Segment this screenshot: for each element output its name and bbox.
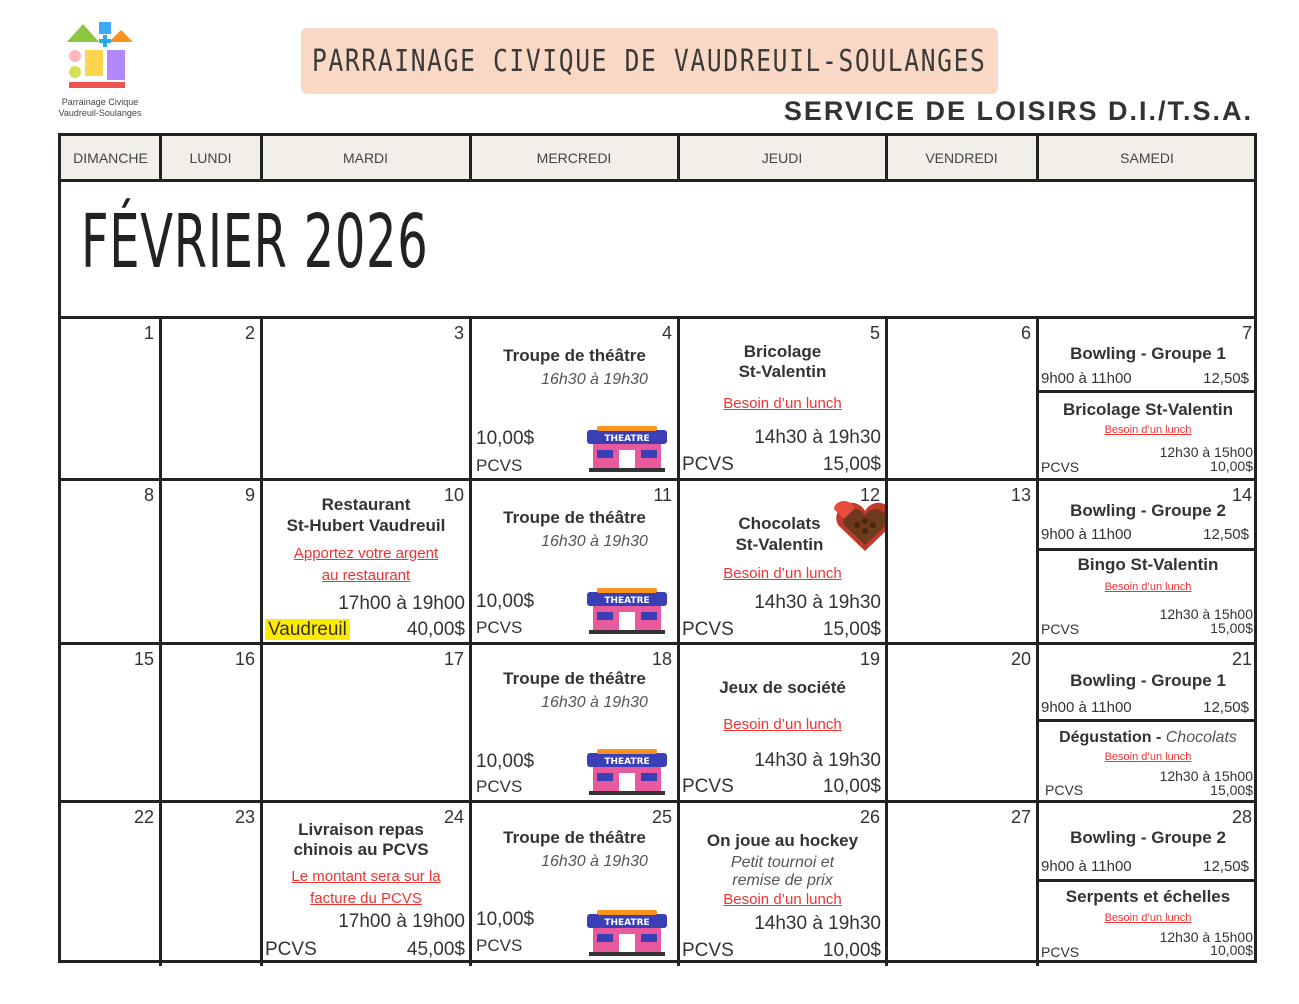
event-location: PCVS <box>1041 621 1080 637</box>
event-time: 9h00 à 11h00 <box>1041 370 1132 387</box>
event-title: St-Valentin <box>738 362 827 381</box>
grid-line <box>469 136 472 181</box>
event-price: 12,50$ <box>1203 699 1249 716</box>
event-note: facture du PCVS <box>310 890 422 907</box>
event-price: 10,00$ <box>822 940 881 961</box>
event-location: PCVS <box>476 936 523 955</box>
day-number: 17 <box>443 649 464 669</box>
day-number: 14 <box>1231 485 1252 505</box>
grid-line <box>159 136 162 181</box>
day-number: 15 <box>133 649 154 669</box>
theatre-sign-text: THEATRE <box>604 596 650 606</box>
event-time: 12h30 à 15h00 <box>1159 444 1253 460</box>
event-title: Bowling - Groupe 2 <box>1070 501 1226 520</box>
event-time: 14h30 à 19h30 <box>754 750 881 771</box>
day-number: 21 <box>1231 649 1252 669</box>
day-cell <box>888 645 1036 800</box>
day-cell-event[interactable] <box>680 319 885 478</box>
page-subtitle: SERVICE DE LOISIRS D.I./T.S.A. <box>783 96 1253 126</box>
grid-line <box>61 179 1254 182</box>
day-number: 5 <box>869 323 880 343</box>
day-cell <box>162 645 260 800</box>
day-number: 20 <box>1010 649 1031 669</box>
event-time: 17h00 à 19h00 <box>338 911 465 932</box>
logo-text <box>52 97 148 119</box>
event-price: 10,00$ <box>1210 942 1253 958</box>
event-price: 12,50$ <box>1203 370 1249 387</box>
event-title: Troupe de théâtre <box>503 508 646 527</box>
day-number: 13 <box>1010 485 1031 505</box>
day-number: 25 <box>651 807 672 827</box>
event-price: 10,00$ <box>476 751 535 772</box>
event-price: 10,00$ <box>822 776 881 797</box>
day-cell-event[interactable] <box>263 481 469 642</box>
event-location: PCVS <box>476 777 523 796</box>
day-number: 7 <box>1241 323 1252 343</box>
event-note: au restaurant <box>321 567 411 584</box>
day-cell <box>888 803 1036 963</box>
event-time: 16h30 à 19h30 <box>541 853 648 870</box>
event-title: Jeux de société <box>719 678 846 697</box>
event-title: Chocolats <box>738 514 821 533</box>
event-location: PCVS <box>476 456 523 475</box>
theatre-sign-text: THEATRE <box>604 434 650 444</box>
day-cell <box>61 319 159 478</box>
event-location: PCVS <box>1041 459 1080 475</box>
event-title: Restaurant <box>321 495 411 514</box>
event-title: St-Valentin <box>735 535 824 554</box>
event-time: 12h30 à 15h00 <box>1159 768 1253 784</box>
grid-line <box>1036 136 1039 181</box>
day-number: 12 <box>859 485 880 505</box>
day-cell-event[interactable] <box>472 645 677 800</box>
event-price: 12,50$ <box>1203 858 1249 875</box>
event-title: Bowling - Groupe 2 <box>1070 828 1226 847</box>
event-title: Bingo St-Valentin <box>1077 555 1219 574</box>
divider <box>1039 719 1257 722</box>
day-number: 8 <box>143 485 154 505</box>
day-number: 4 <box>661 323 672 343</box>
event-note: Besoin d’un lunch <box>1104 424 1192 436</box>
event-title: Serpents et échelles <box>1065 887 1231 906</box>
day-cell <box>61 645 159 800</box>
event-title: Troupe de théâtre <box>503 828 646 847</box>
day-number: 27 <box>1010 807 1031 827</box>
weekday-monday: LUNDI <box>189 149 232 166</box>
event-price: 15,00$ <box>1210 620 1253 636</box>
event-price: 10,00$ <box>476 591 535 612</box>
month-title: FÉVRIER 2026 <box>81 199 429 285</box>
day-number: 19 <box>859 649 880 669</box>
title-banner <box>301 28 998 94</box>
event-location: Vaudreuil <box>265 619 350 640</box>
divider <box>1039 390 1257 393</box>
event-price: 10,00$ <box>476 428 535 449</box>
theatre-icon <box>585 426 669 472</box>
logo-text-line-2: Vaudreuil-Soulanges <box>58 108 142 118</box>
day-cell-saturday <box>1039 481 1257 642</box>
calendar <box>58 133 1257 963</box>
day-cell <box>888 319 1036 478</box>
event-time: 14h30 à 19h30 <box>754 913 881 934</box>
weekday-tuesday: MARDI <box>342 149 389 166</box>
day-cell-saturday <box>1039 319 1257 478</box>
day-number: 24 <box>443 807 464 827</box>
event-time: 9h00 à 11h00 <box>1041 526 1132 543</box>
theatre-icon <box>585 910 669 956</box>
theatre-icon <box>585 588 669 634</box>
event-note: Besoin d’un lunch <box>723 891 842 908</box>
theatre-sign-text: THEATRE <box>604 918 650 928</box>
event-description: Petit tournoi et <box>730 854 835 871</box>
event-location: PCVS <box>1041 944 1080 960</box>
day-number: 10 <box>443 485 464 505</box>
event-title: Bricolage St-Valentin <box>1062 400 1234 419</box>
day-number: 11 <box>653 485 672 505</box>
event-price: 15,00$ <box>822 619 881 640</box>
event-title: On joue au hockey <box>706 831 859 850</box>
event-time: 16h30 à 19h30 <box>541 533 648 550</box>
grid-line <box>260 136 263 181</box>
day-number: 2 <box>244 323 255 343</box>
event-note: Apportez votre argent <box>293 545 439 562</box>
event-title-subject: Chocolats <box>1165 729 1237 746</box>
event-description: remise de prix <box>732 872 833 889</box>
day-cell <box>162 803 260 963</box>
event-note: Besoin d’un lunch <box>723 395 842 412</box>
day-number: 26 <box>859 807 880 827</box>
weekday-header-row <box>61 136 1254 179</box>
divider <box>1039 879 1257 882</box>
event-title: Troupe de théâtre <box>503 669 646 688</box>
event-title: Bowling - Groupe 1 <box>1070 671 1226 690</box>
event-location: PCVS <box>476 618 523 637</box>
event-price: 45,00$ <box>406 939 465 960</box>
day-cell-event[interactable] <box>680 803 885 963</box>
weekday-friday: VENDREDI <box>925 149 998 166</box>
event-time: 9h00 à 11h00 <box>1041 858 1132 875</box>
event-price: 40,00$ <box>406 619 465 640</box>
day-cell <box>263 645 469 800</box>
event-title: Dégustation - <box>1059 729 1166 746</box>
logo-text-line-1: Parrainage Civique <box>61 97 139 107</box>
theatre-icon <box>585 749 669 795</box>
banner-title: PARRAINAGE CIVIQUE DE VAUDREUIL-SOULANGES <box>312 43 987 79</box>
event-time: 12h30 à 15h00 <box>1159 606 1253 622</box>
event-note: Besoin d’un lunch <box>723 565 842 582</box>
logo <box>52 20 148 122</box>
day-cell-event[interactable] <box>472 481 677 642</box>
weekday-wednesday: MERCREDI <box>536 149 612 166</box>
day-cell-event[interactable] <box>680 481 885 642</box>
day-number: 6 <box>1020 323 1031 343</box>
event-price: 15,00$ <box>822 454 881 475</box>
day-cell <box>61 481 159 642</box>
event-price: 10,00$ <box>476 909 535 930</box>
weekday-sunday: DIMANCHE <box>73 149 148 166</box>
event-location: PCVS <box>265 939 317 960</box>
event-price: 15,00$ <box>1210 782 1253 798</box>
day-number: 1 <box>143 323 154 343</box>
day-number: 22 <box>133 807 154 827</box>
event-note: Besoin d’un lunch <box>1104 912 1192 924</box>
event-location: PCVS <box>682 776 734 797</box>
day-number: 16 <box>234 649 255 669</box>
day-number: 9 <box>244 485 255 505</box>
event-time: 14h30 à 19h30 <box>754 592 881 613</box>
event-time: 16h30 à 19h30 <box>541 371 648 388</box>
event-title: chinois au PCVS <box>293 840 429 859</box>
event-time: 12h30 à 15h00 <box>1159 929 1253 945</box>
day-cell <box>61 803 159 963</box>
grid-line <box>677 136 680 181</box>
event-title: Bricolage <box>743 342 822 361</box>
event-note: Besoin d’un lunch <box>1104 581 1192 593</box>
day-cell <box>263 319 469 478</box>
day-number: 28 <box>1231 807 1252 827</box>
day-number: 23 <box>234 807 255 827</box>
event-location: PCVS <box>1045 782 1084 798</box>
event-price: 10,00$ <box>1210 458 1253 474</box>
divider <box>1039 548 1257 551</box>
day-cell-event[interactable] <box>472 803 677 963</box>
weekday-thursday: JEUDI <box>761 149 803 166</box>
event-title: Troupe de théâtre <box>503 346 646 365</box>
chocolate-box-icon <box>832 501 885 553</box>
event-price: 12,50$ <box>1203 526 1249 543</box>
day-number: 18 <box>651 649 672 669</box>
logo-icon <box>65 20 135 92</box>
day-cell <box>162 319 260 478</box>
grid-line <box>885 136 888 181</box>
day-cell-event[interactable] <box>263 803 469 963</box>
event-location: PCVS <box>682 454 734 475</box>
day-cell-event[interactable] <box>680 645 885 800</box>
event-time: 16h30 à 19h30 <box>541 694 648 711</box>
event-location: PCVS <box>682 940 734 961</box>
day-cell <box>888 481 1036 642</box>
day-cell-saturday <box>1039 803 1257 963</box>
day-number: 3 <box>453 323 464 343</box>
event-location: PCVS <box>682 619 734 640</box>
event-title: St-Hubert Vaudreuil <box>286 516 446 535</box>
event-title: Livraison repas <box>298 820 424 839</box>
event-title: Bowling - Groupe 1 <box>1070 344 1226 363</box>
theatre-sign-text: THEATRE <box>604 757 650 767</box>
day-cell-saturday <box>1039 645 1257 800</box>
event-time: 14h30 à 19h30 <box>754 427 881 448</box>
event-time: 9h00 à 11h00 <box>1041 699 1132 716</box>
weekday-saturday: SAMEDI <box>1120 149 1174 166</box>
event-note: Besoin d’un lunch <box>1104 751 1192 763</box>
day-cell <box>162 481 260 642</box>
day-cell-event[interactable] <box>472 319 677 478</box>
event-note: Besoin d’un lunch <box>723 716 842 733</box>
event-note: Le montant sera sur la <box>291 868 441 885</box>
event-time: 17h00 à 19h00 <box>338 593 465 614</box>
